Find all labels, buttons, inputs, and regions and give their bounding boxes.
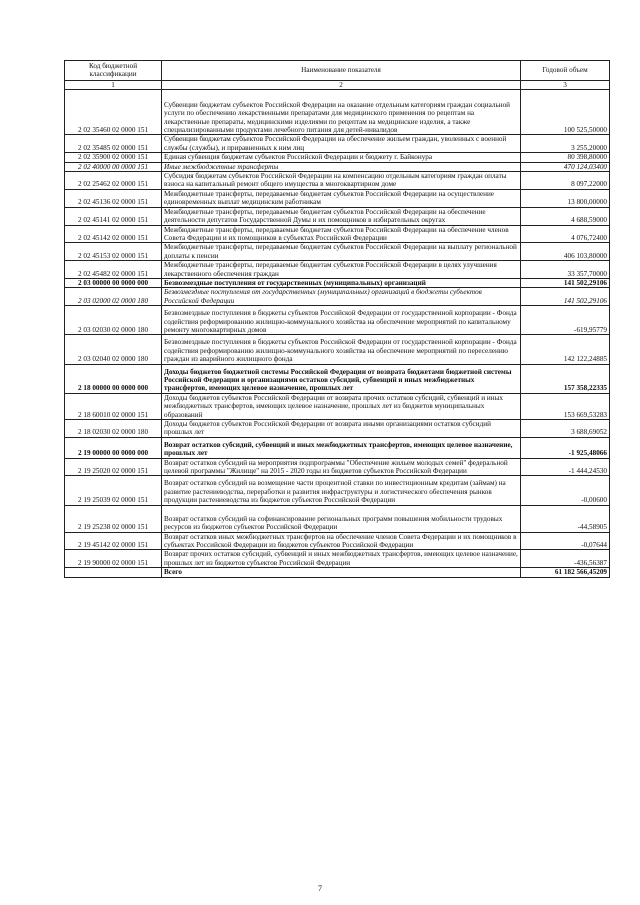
row-name: Межбюджетные трансферты, передаваемые бюджетам субъектов Российской Федерации на осуществление единовременных выплат медицинским работникам (162, 189, 521, 207)
row-code: 2 03 00000 00 0000 000 (65, 278, 162, 287)
header-code: Код бюджетной классификации (65, 61, 162, 81)
row-value: -44,58905 (521, 505, 610, 532)
row-value: 13 800,00000 (521, 189, 610, 207)
row-value: -619,95779 (521, 306, 610, 335)
row-name: Доходы бюджетов субъектов Российской Федерации от возврата прочих остатков субсидий, субвенций и иных межбюджетных трансфертов, имеющих целевое назначение, прошлых лет из бюджетов муниципальных образований (162, 393, 521, 419)
row-code: 2 19 00000 00 0000 000 (65, 437, 162, 458)
row-code: 2 18 00000 00 0000 000 (65, 364, 162, 393)
row-value: -436,56387 (521, 550, 610, 568)
column-number-row (65, 80, 610, 89)
row-name: Безвозмездные поступления в бюджеты субъектов Российской Федерации от государственной корпорации - Фонда содействия реформированию жилищно-коммунального хозяйства на обеспечение мероприятий по капитальному ремонту многоквартирных домов (162, 306, 521, 335)
table-row (65, 261, 610, 279)
table-row (65, 135, 610, 153)
header-value: Годовой объем (521, 61, 610, 81)
table-row (65, 364, 610, 393)
row-code: 2 02 35460 02 0000 151 (65, 89, 162, 135)
budget-table (64, 60, 610, 578)
table-row (65, 568, 610, 577)
table-row (65, 288, 610, 306)
row-value: 157 358,22335 (521, 364, 610, 393)
row-value: 100 525,50000 (521, 89, 610, 135)
table-row (65, 189, 610, 207)
row-code: 2 02 25462 02 0000 151 (65, 172, 162, 190)
row-value: 33 357,70000 (521, 261, 610, 279)
row-code: 2 18 60010 02 0000 151 (65, 393, 162, 419)
row-code: 2 02 35485 02 0000 151 (65, 135, 162, 153)
table-row (65, 550, 610, 568)
table-row (65, 153, 610, 162)
row-name: Межбюджетные трансферты, передаваемые бюджетам субъектов Российской Федерации на обеспечение членов Совета Федерации и их помощников в субъектах Российской Федерации (162, 225, 521, 243)
row-name: Всего (162, 568, 521, 577)
row-code: 2 02 45153 02 0000 151 (65, 243, 162, 261)
row-code: 2 03 02000 02 0000 180 (65, 288, 162, 306)
row-name: Безвозмездные поступления от государственных (муниципальных) организаций (162, 278, 521, 287)
row-code: 2 02 45136 02 0000 151 (65, 189, 162, 207)
row-code: 2 02 45142 02 0000 151 (65, 225, 162, 243)
column-number-1: 1 (65, 80, 162, 89)
table-row (65, 278, 610, 287)
row-name: Доходы бюджетов субъектов Российской Федерации от возврата иными организациями остатков субсидий прошлых лет (162, 420, 521, 438)
row-value: -0,07644 (521, 532, 610, 550)
row-code: 2 02 35900 02 0000 151 (65, 153, 162, 162)
row-value: 80 398,80000 (521, 153, 610, 162)
row-value: 3 688,69052 (521, 420, 610, 438)
document-page (64, 60, 609, 578)
row-name: Межбюджетные трансферты, передаваемые бюджетам субъектов Российской Федерации в целях улучшения лекарственного обеспечения граждан (162, 261, 521, 279)
row-name: Иные межбюджетные трансферты (162, 162, 521, 171)
row-name: Возврат остатков субсидий на возмещение части процентной ставки по инвестиционным кредитам (займам) на развитие растениеводства, переработки и развития инфраструктуры и логистического обеспечения рынков продукции растениеводства из бюджетов субъектов Российской Федерации (162, 476, 521, 505)
row-code: 2 02 45482 02 0000 151 (65, 261, 162, 279)
row-code (65, 568, 162, 577)
row-value: 8 097,22000 (521, 172, 610, 190)
table-row (65, 172, 610, 190)
row-code: 2 18 02030 02 0000 180 (65, 420, 162, 438)
row-name: Возврат прочих остатков субсидий, субвенций и иных межбюджетных трансфертов, имеющих целевое назначение, прошлых лет из бюджетов субъектов Российской Федерации (162, 550, 521, 568)
row-name: Возврат остатков субсидий на мероприятия подпрограммы "Обеспечение жильем молодых семей" федеральной целевой программы "Жилище" на 2015 - 2020 годы из бюджетов субъектов Российской Федерации (162, 458, 521, 476)
row-name: Безвозмездные поступления в бюджеты субъектов Российской Федерации от государственной корпорации - Фонда содействия реформированию жилищно-коммунального хозяйства на обеспечение мероприятий по переселению граждан из аварийного жилищного фонда (162, 335, 521, 364)
table-row (65, 505, 610, 532)
table-row (65, 243, 610, 261)
row-value: -1 444,24530 (521, 458, 610, 476)
row-value: 142 122,24885 (521, 335, 610, 364)
table-header-row (65, 61, 610, 81)
row-value: -1 925,48066 (521, 437, 610, 458)
row-name: Межбюджетные трансферты, передаваемые бюджетам субъектов Российской Федерации на выплату региональной доплаты к пенсии (162, 243, 521, 261)
table-row (65, 225, 610, 243)
header-name: Наименование показателя (162, 61, 521, 81)
table-row (65, 207, 610, 225)
row-name: Возврат остатков иных межбюджетных трансфертов на обеспечение членов Совета Федерации и их помощников в субъектах Российской Федерации из бюджетов субъектов Российской Федерации (162, 532, 521, 550)
page-number: 7 (318, 884, 322, 893)
row-value: 141 502,29106 (521, 278, 610, 287)
row-value: 470 124,03400 (521, 162, 610, 171)
row-value: 4 076,72400 (521, 225, 610, 243)
column-number-2: 2 (162, 80, 521, 89)
table-row (65, 162, 610, 171)
row-value: 406 103,80000 (521, 243, 610, 261)
row-code: 2 19 25039 02 0000 151 (65, 476, 162, 505)
row-name: Межбюджетные трансферты, передаваемые бюджетам субъектов Российской Федерации на обеспечение деятельности депутатов Государственной Думы и их помощников в избирательных округах (162, 207, 521, 225)
row-value: 4 688,59000 (521, 207, 610, 225)
row-name: Субвенции бюджетам субъектов Российской Федерации на обеспечение жильем граждан, уволенных с военной службы (службы), и приравненных к ним лиц (162, 135, 521, 153)
table-row (65, 437, 610, 458)
table-row (65, 458, 610, 476)
row-value: -0,00600 (521, 476, 610, 505)
row-name: Субсидия бюджетам субъектов Российской Федерации на компенсацию отдельным категориям граждан оплаты взноса на капитальный ремонт общего имущества в многоквартирном доме (162, 172, 521, 190)
row-name: Субвенции бюджетам субъектов Российской Федерации на оказание отдельным категориям граждан социальной услуги по обеспечению лекарственными препаратами для медицинского применения по рецептам на лекарственные препараты, медицинскими изделиями по рецептам на медицинские изделия, а также специализированными продуктами лечебного питания для детей-инвалидов (162, 89, 521, 135)
row-name: Доходы бюджетов бюджетной системы Российской Федерации от возврата бюджетами бюджетной системы Российской Федерации и организациями остатков субсидий, субвенций и иных межбюджетных трансфертов, имеющих целевое назначение, прошлых лет (162, 364, 521, 393)
row-code: 2 19 45142 02 0000 151 (65, 532, 162, 550)
table-row (65, 335, 610, 364)
table-row (65, 420, 610, 438)
column-number-3: 3 (521, 80, 610, 89)
row-code: 2 03 02040 02 0000 180 (65, 335, 162, 364)
table-body (65, 89, 610, 577)
row-value: 153 669,53283 (521, 393, 610, 419)
row-name: Возврат остатков субсидий на софинансирование региональных программ повышения мобильности трудовых ресурсов из бюджетов субъектов Российской Федерации (162, 505, 521, 532)
row-name: Единая субвенция бюджетам субъектов Российской Федерации и бюджету г. Байконура (162, 153, 521, 162)
row-code: 2 19 90000 02 0000 151 (65, 550, 162, 568)
row-name: Безвозмездные поступления от государственных (муниципальных) организаций в бюджеты субъектов Российской Федерации (162, 288, 521, 306)
table-row (65, 89, 610, 135)
row-code: 2 02 45141 02 0000 151 (65, 207, 162, 225)
row-value: 61 182 566,45209 (521, 568, 610, 577)
table-row (65, 393, 610, 419)
row-code: 2 19 25238 02 0000 151 (65, 505, 162, 532)
row-value: 3 255,20000 (521, 135, 610, 153)
table-row (65, 306, 610, 335)
row-code: 2 02 40000 00 0000 151 (65, 162, 162, 171)
row-code: 2 03 02030 02 0000 180 (65, 306, 162, 335)
table-row (65, 532, 610, 550)
row-code: 2 19 25020 02 0000 151 (65, 458, 162, 476)
table-row (65, 476, 610, 505)
row-name: Возврат остатков субсидий, субвенций и иных межбюджетных трансфертов, имеющих целевое назначение, прошлых лет (162, 437, 521, 458)
row-value: 141 502,29106 (521, 288, 610, 306)
